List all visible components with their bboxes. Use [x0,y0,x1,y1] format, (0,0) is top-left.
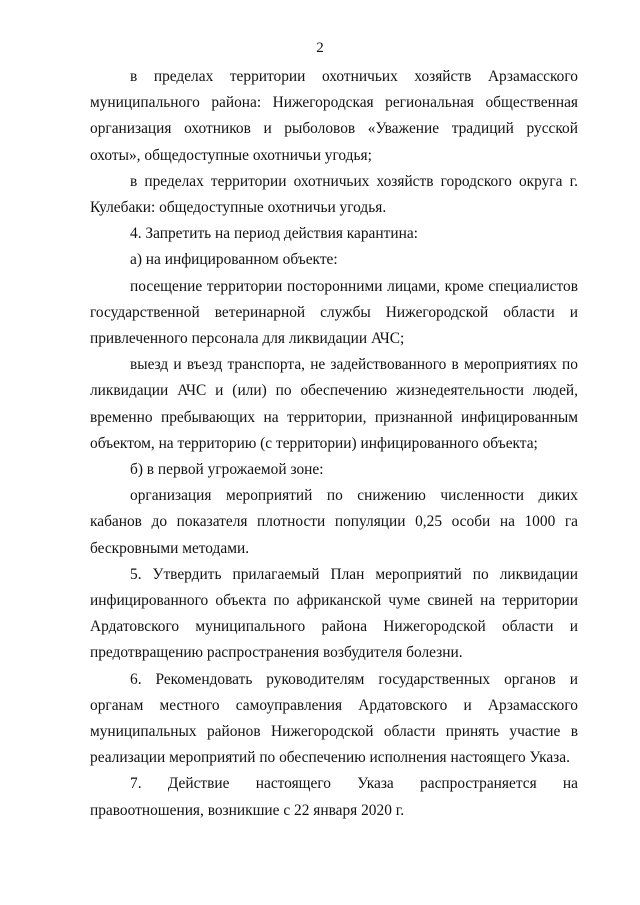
paragraph-item-4-prohibition: 4. Запретить на период действия карантина: [130,225,418,243]
paragraph-kulebaki-hunting-grounds: в пределах территории охотничьих хозяйств городского округа г. Кулебаки: общедоступные охотничьи угодья. [90,172,578,217]
paragraph-item-5-plan: 5. Утвердить прилагаемый План мероприятий по ликвидации инфицированного объекта по африканской чуме свиней на территории Ардатовского муниципального района Нижегородской области и предотвращению распространения возбудителя болезни. [90,565,578,662]
paragraph-subitem-a: а) на инфицированном объекте: [130,251,338,269]
paragraph-arzamas-hunting-grounds: в пределах территории охотничьих хозяйств Арзамасского муниципального района: Нижегородская региональная общественная организация охотников и рыболовов «Уважение традиций русской охоты», общедоступные охотничьи угодья; [90,68,578,164]
paragraph-transport-restriction: выезд и въезд транспорта, не задействованного в мероприятиях по ликвидации АЧС и (или) по обеспечению жизнедеятельности людей, временно пребывающих на территории, признанной инфицированным объектом, на территорию (с территории) инфицированного объекта; [90,356,578,452]
paragraph-wild-boar-measures: организация мероприятий по снижению численности диких кабанов до показателя плотности популяции 0,25 особи на 1000 га бескровными методами. [90,487,578,557]
paragraph-item-7-effective-date: 7. Действие настоящего Указа распространяется на правоотношения, возникшие с 22 января 2020 г. [90,775,578,819]
page-number: 2 [316,40,324,56]
document-body [90,64,578,824]
paragraph-visit-restriction: посещение территории посторонними лицами, кроме специалистов государственной ветеринарной службы Нижегородской области и привлеченного персонала для ликвидации АЧС; [90,277,578,348]
paragraph-item-6-recommendation: 6. Рекомендовать руководителям государственных органов и органам местного самоуправления Ардатовского и Арзамасского муниципальных районов Нижегородской области принять участие в реализации мероприятий по обеспечению исполнения настоящего Указа. [90,670,578,767]
paragraph-subitem-b: б) в первой угрожаемой зоне: [130,461,324,479]
